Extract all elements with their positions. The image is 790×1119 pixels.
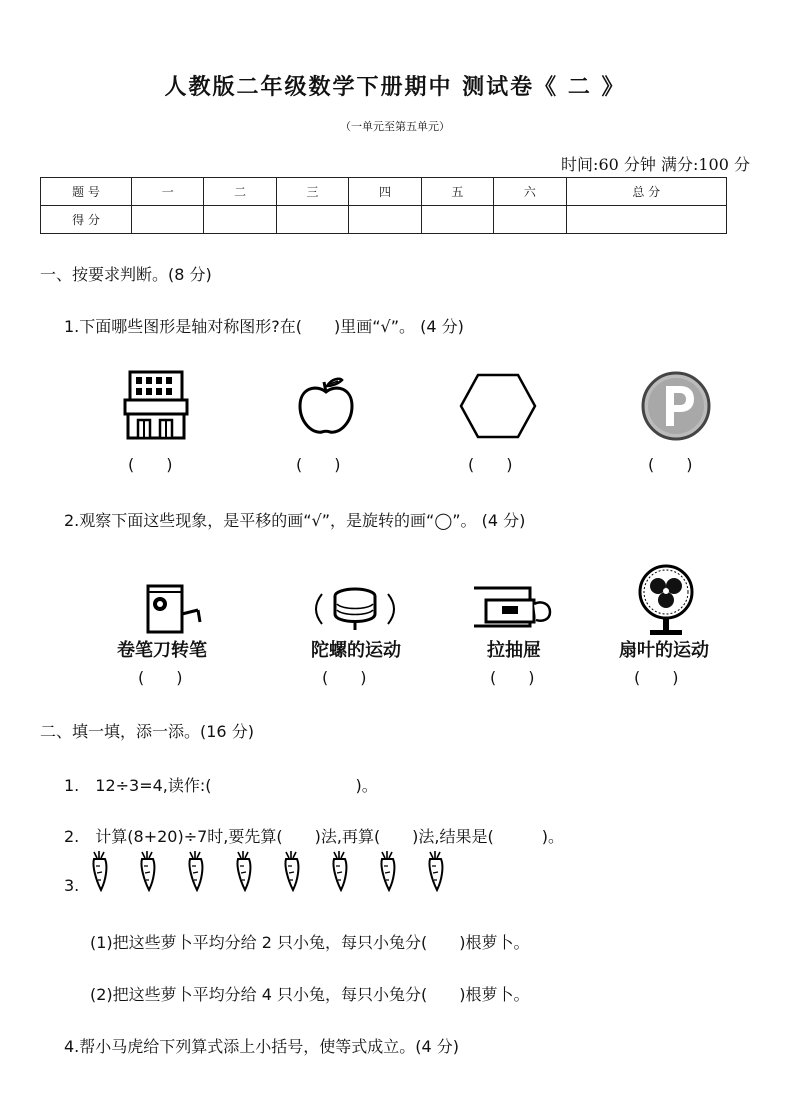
phenomenon-caption: 陀螺的运动 — [311, 640, 401, 661]
score-cell: 总 分 — [566, 178, 726, 206]
score-cell: 二 — [204, 178, 276, 206]
score-input-cell[interactable] — [349, 206, 421, 234]
spinning-top-icon — [312, 584, 398, 634]
section2-q1: 1. 12÷3=4,读作:( )。 — [64, 776, 378, 795]
answer-paren[interactable]: ( ) — [296, 455, 341, 474]
score-input-cell[interactable] — [566, 206, 726, 234]
section1-q2-text: 2.观察下面这些现象，是平移的画“√”，是旋转的画“◯”。 (4 分) — [64, 511, 526, 530]
pencil-sharpener-icon — [142, 580, 212, 636]
score-cell: 一 — [132, 178, 204, 206]
time-info: 时间:60 分钟 满分:100 分 — [561, 155, 750, 174]
building-icon — [122, 368, 192, 440]
section1-heading: 一、按要求判断。(8 分) — [40, 265, 212, 284]
parking-sign-icon — [640, 370, 712, 442]
answer-paren[interactable]: ( ) — [648, 455, 693, 474]
carrot-icon — [285, 851, 298, 890]
score-cell: 四 — [349, 178, 421, 206]
answer-paren[interactable]: ( ) — [322, 668, 367, 687]
score-table-header-row — [41, 178, 727, 206]
answer-paren[interactable]: ( ) — [138, 668, 183, 687]
score-input-cell[interactable] — [494, 206, 566, 234]
carrot-icon — [333, 851, 346, 890]
section2-q4: 4.帮小马虎给下列算式添上小括号，使等式成立。(4 分) — [64, 1037, 460, 1056]
section2-q2: 2. 计算(8+20)÷7时,要先算( )法,再算( )法,结果是( )。 — [64, 827, 564, 846]
section2-heading: 二、填一填，添一添。(16 分) — [40, 722, 254, 741]
carrot-icon — [93, 851, 106, 890]
score-table — [40, 177, 727, 234]
electric-fan-icon — [636, 564, 696, 638]
answer-paren[interactable]: ( ) — [468, 455, 513, 474]
section1-q1-text: 1.下面哪些图形是轴对称图形?在( )里画“√”。 (4 分) — [64, 317, 464, 336]
answer-paren[interactable]: ( ) — [490, 668, 535, 687]
section2-q3-label: 3. — [64, 876, 80, 895]
phenomenon-caption: 卷笔刀转笔 — [117, 640, 207, 661]
score-table-score-row — [41, 206, 727, 234]
carrot-icon — [141, 851, 154, 890]
score-cell: 三 — [276, 178, 348, 206]
score-input-cell[interactable] — [421, 206, 493, 234]
carrot-icon — [237, 851, 250, 890]
carrot-icon — [189, 851, 202, 890]
score-cell: 得 分 — [41, 206, 132, 234]
section2-q3-sub2: (2)把这些萝卜平均分给 4 只小兔，每只小兔分( )根萝卜。 — [90, 985, 530, 1004]
phenomenon-caption: 扇叶的运动 — [619, 640, 709, 661]
answer-paren[interactable]: ( ) — [128, 455, 173, 474]
score-cell: 题 号 — [41, 178, 132, 206]
phenomenon-caption: 拉抽屉 — [487, 640, 541, 661]
carrot-icon — [429, 851, 442, 890]
hexagon-icon — [458, 372, 538, 440]
apple-icon — [294, 374, 358, 438]
carrot-row — [90, 850, 450, 894]
score-input-cell[interactable] — [276, 206, 348, 234]
answer-paren[interactable]: ( ) — [634, 668, 679, 687]
score-input-cell[interactable] — [132, 206, 204, 234]
score-cell: 五 — [421, 178, 493, 206]
carrot-icon — [381, 851, 394, 890]
section2-q3-sub1: (1)把这些萝卜平均分给 2 只小兔，每只小兔分( )根萝卜。 — [90, 933, 530, 952]
page-subtitle: （一单元至第五单元） — [340, 120, 450, 133]
score-input-cell[interactable] — [204, 206, 276, 234]
page-title: 人教版二年级数学下册期中 测试卷《 二 》 — [164, 75, 626, 100]
drawer-icon — [470, 582, 554, 634]
score-cell: 六 — [494, 178, 566, 206]
